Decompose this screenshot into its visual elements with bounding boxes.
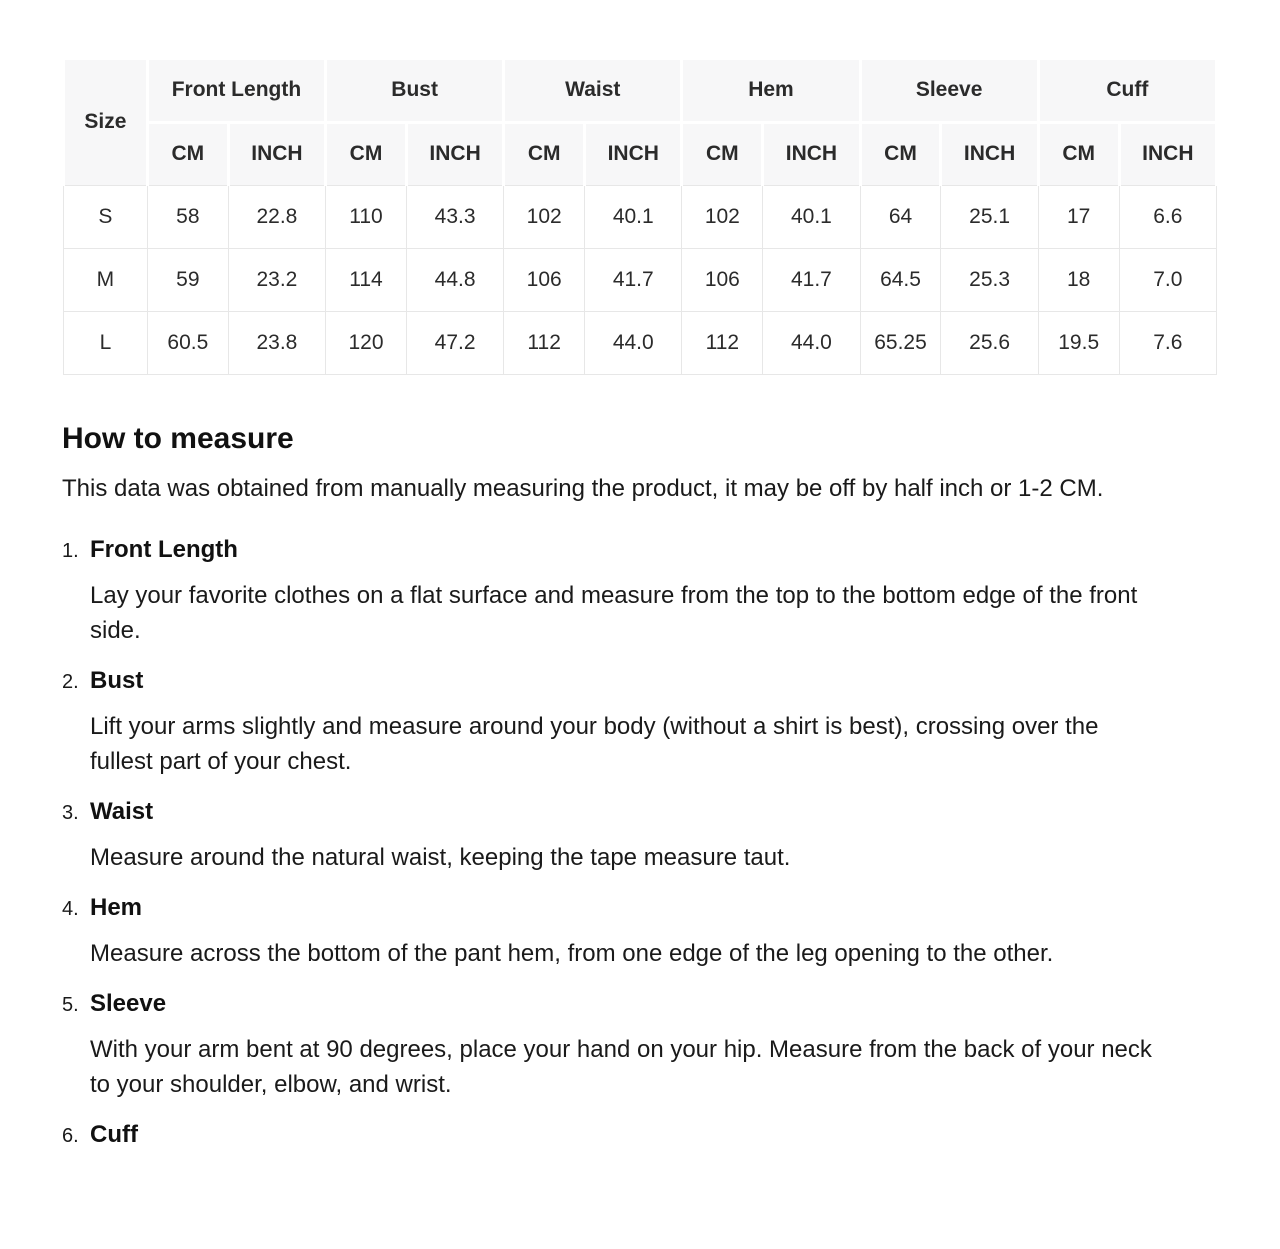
group-header-cuff: Cuff [1038,60,1216,122]
value-cell: 7.0 [1119,248,1216,311]
group-header-waist: Waist [504,60,682,122]
value-cell: 106 [682,248,763,311]
measure-step-cuff [62,1117,1218,1154]
value-cell: 19.5 [1038,311,1119,374]
value-cell: 106 [504,248,585,311]
group-header-front-length: Front Length [147,60,325,122]
value-cell: 44.0 [763,311,860,374]
value-cell: 114 [326,248,407,311]
value-cell: 112 [504,311,585,374]
value-cell: 41.7 [763,248,860,311]
value-cell: 7.6 [1119,311,1216,374]
value-cell: 25.3 [941,248,1038,311]
unit-header-inch: INCH [763,122,860,185]
value-cell: 23.2 [228,248,325,311]
size-row-s [64,185,1217,248]
step-number: 6. [62,1124,79,1147]
group-header-bust: Bust [326,60,504,122]
step-number: 3. [62,801,79,824]
value-cell: 22.8 [228,185,325,248]
unit-header-cm: CM [860,122,941,185]
step-number: 2. [62,670,79,693]
value-cell: 44.8 [406,248,503,311]
unit-header-cm: CM [682,122,763,185]
step-description: Lift your arms slightly and measure around your body (without a shirt is best), crossing over the fullest part of your chest. [90,712,1099,775]
value-cell: 47.2 [406,311,503,374]
value-cell: 64 [860,185,941,248]
value-cell: 18 [1038,248,1119,311]
measure-steps-list [62,532,1218,1154]
step-title: Bust [90,666,144,694]
value-cell: 102 [504,185,585,248]
measure-step-sleeve [62,986,1218,1102]
unit-header-cm: CM [326,122,407,185]
unit-header-inch: INCH [585,122,682,185]
step-title: Waist [90,797,154,825]
step-title: Front Length [90,535,238,563]
size-cell: L [64,311,148,374]
value-cell: 44.0 [585,311,682,374]
value-cell: 41.7 [585,248,682,311]
step-description: Lay your favorite clothes on a flat surface and measure from the top to the bottom edge of the front side. [90,581,1138,644]
unit-header-inch: INCH [406,122,503,185]
value-cell: 120 [326,311,407,374]
how-to-measure-heading: How to measure [62,421,294,455]
step-description: With your arm bent at 90 degrees, place your hand on your hip. Measure from the back of your neck to your shoulder, elbow, and wrist. [90,1035,1152,1098]
step-number: 4. [62,897,79,920]
value-cell: 65.25 [860,311,941,374]
step-title: Cuff [90,1120,138,1148]
measure-step-hem [62,890,1218,971]
measure-disclaimer: This data was obtained from manually measuring the product, it may be off by half inch or 1-2 CM. [62,474,1104,502]
value-cell: 110 [326,185,407,248]
size-row-l [64,311,1217,374]
value-cell: 112 [682,311,763,374]
value-cell: 102 [682,185,763,248]
step-description: Measure across the bottom of the pant hem, from one edge of the leg opening to the other. [90,939,1054,967]
size-row-m [64,248,1217,311]
step-number: 5. [62,993,79,1016]
measure-step-waist [62,794,1218,875]
value-cell: 40.1 [763,185,860,248]
value-cell: 58 [147,185,228,248]
value-cell: 25.6 [941,311,1038,374]
measure-step-front-length [62,532,1218,648]
step-description: Measure around the natural waist, keeping the tape measure taut. [90,843,791,871]
value-cell: 6.6 [1119,185,1216,248]
step-number: 1. [62,539,79,562]
value-cell: 64.5 [860,248,941,311]
unit-header-cm: CM [1038,122,1119,185]
size-cell: S [64,185,148,248]
value-cell: 60.5 [147,311,228,374]
measure-step-bust [62,663,1218,779]
unit-header-inch: INCH [941,122,1038,185]
step-title: Hem [90,893,143,921]
unit-header-inch: INCH [228,122,325,185]
value-cell: 59 [147,248,228,311]
unit-header-cm: CM [504,122,585,185]
size-column-header: Size [64,60,148,185]
value-cell: 40.1 [585,185,682,248]
size-chart-table [62,60,1218,375]
value-cell: 17 [1038,185,1119,248]
group-header-hem: Hem [682,60,860,122]
value-cell: 23.8 [228,311,325,374]
unit-header-cm: CM [147,122,228,185]
size-cell: M [64,248,148,311]
value-cell: 25.1 [941,185,1038,248]
value-cell: 43.3 [406,185,503,248]
group-header-sleeve: Sleeve [860,60,1038,122]
step-title: Sleeve [90,989,167,1017]
unit-header-inch: INCH [1119,122,1216,185]
